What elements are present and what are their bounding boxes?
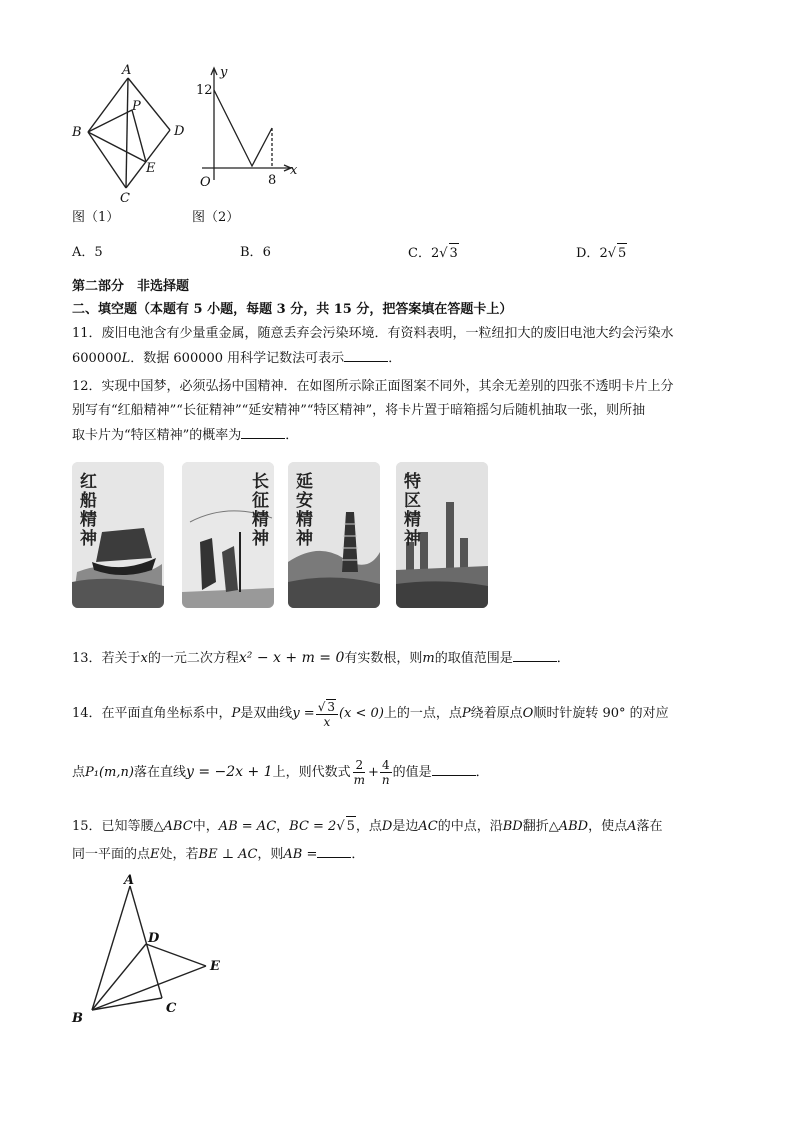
q11-end: ． <box>388 351 402 366</box>
fig3-label-c: C <box>166 1001 177 1016</box>
q14-answer-blank[interactable] <box>432 762 476 776</box>
fig2-label-x: x <box>290 163 298 178</box>
option-d-radicand: 5 <box>617 243 627 264</box>
q14-f1-den: m <box>353 773 365 787</box>
card-sez-title: 特区精神 <box>400 472 420 548</box>
option-a-letter: A． <box>72 245 95 260</box>
q15-ac: AC <box>418 819 438 834</box>
q15-e-var: E <box>150 847 160 862</box>
q14-f2-den: n <box>381 773 390 787</box>
q14-p1: P₁(m,n) <box>85 765 134 780</box>
q15-h: 落在 <box>636 819 663 834</box>
section2-title: 二、填空题（本题有 5 小题，每题 3 分，共 15 分，把答案填在答题卡上） <box>72 302 513 317</box>
q14-end: ． <box>475 765 489 780</box>
q14-fraction-1 <box>352 758 367 787</box>
q15-b: 中， <box>192 819 219 834</box>
fig1-label-a: A <box>122 63 132 78</box>
q11-unit: L <box>121 351 131 366</box>
figure-2-graph <box>192 60 307 195</box>
q15-l2-c: ，则 <box>257 847 284 862</box>
q12-line1: 12．实现中国梦，必须弘扬中国精神．在如图所示除正面图案不同外，其余无差别的四张不透明卡片上分 <box>72 379 674 394</box>
q15-triangle-diagram <box>66 872 236 1027</box>
option-b-letter: B． <box>240 245 263 260</box>
option-d-coef: 2 <box>599 246 608 261</box>
q12-line3-text: 取卡片为“特区精神”的概率为 <box>72 428 242 443</box>
q14-y-eq: y = <box>292 706 315 721</box>
figure-1-caption: 图（1） <box>72 210 120 225</box>
q13-mid2: 有实数根，则 <box>344 651 423 666</box>
q12-end: ． <box>285 428 299 443</box>
q13-line <box>72 648 570 669</box>
q15-d: 是边 <box>392 819 419 834</box>
q15-l2-a: 同一平面的点 <box>72 847 151 862</box>
fig3-label-e: E <box>210 959 220 974</box>
figure-2-caption: 图（2） <box>192 210 240 225</box>
q13-equation: x² − x + m = 0 <box>238 650 345 666</box>
fig1-label-b: B <box>72 125 82 140</box>
option-c-letter: C． <box>408 246 431 261</box>
q15-c: ，点 <box>355 819 382 834</box>
card-yanan <box>288 462 380 608</box>
q15-abd: ABD <box>558 819 589 834</box>
q14-plus: + <box>368 765 379 780</box>
q12-line2: 别写有“红船精神”“长征精神”“延安精神”“特区精神”，将卡片置于暗箱摇匀后随机抽取一张，则所抽 <box>72 403 646 418</box>
q15-bc-rad: 5 <box>346 816 356 837</box>
q14-fraction-2 <box>380 758 392 787</box>
q14-var-o: O <box>522 706 534 721</box>
q15-comma: ， <box>276 819 290 834</box>
card-red-boat <box>72 462 164 608</box>
q13-pre: 13．若关于 <box>72 651 141 666</box>
q14-f2-num: 4 <box>381 758 390 772</box>
q14-frac-num: 3 <box>327 699 335 714</box>
q14-line2-pre: 点 <box>72 765 86 780</box>
q15-a-var: A <box>627 819 637 834</box>
option-c[interactable]: C．2√ 3 <box>408 243 459 264</box>
q11-answer-blank[interactable] <box>344 348 388 362</box>
option-a[interactable] <box>72 243 103 263</box>
card-red-boat-title: 红船精神 <box>76 472 96 548</box>
fig2-label-8: 8 <box>268 173 277 188</box>
card-yanan-title: 延安精神 <box>292 472 312 548</box>
q14-f1-num: 2 <box>355 758 364 772</box>
q13-end: ． <box>556 651 570 666</box>
q14-mid: 是双曲线 <box>240 706 293 721</box>
q15-bc: BC = 2 <box>289 819 337 834</box>
q11-number: 600000 <box>72 351 122 366</box>
fig2-label-y: y <box>220 65 228 80</box>
card-long-march <box>182 462 274 608</box>
q11-line1: 11．废旧电池含有少量重金属，随意丢弃会污染环境．有资料表明，一粒纽扣大的废旧电池大约会污染水 <box>72 326 674 341</box>
q15-end: ． <box>351 847 365 862</box>
card-sez <box>396 462 488 608</box>
q13-mid1: 的一元二次方程 <box>147 651 239 666</box>
q15-g: ，使点 <box>588 819 628 834</box>
q15-answer-blank[interactable] <box>317 844 351 858</box>
figure-1-diagram <box>70 60 190 205</box>
q15-f: 翻折△ <box>522 819 559 834</box>
q14-hyperbola-fraction: $\frac{√ 3}{x}$ <box>316 699 338 729</box>
q14-line2-mid2: 上，则代数式 <box>272 765 351 780</box>
q15-line2 <box>72 844 364 865</box>
fig2-label-12: 12 <box>196 83 213 98</box>
q14-line2-mid: 落在直线 <box>133 765 186 780</box>
q13-post: 的取值范围是 <box>434 651 513 666</box>
fig1-label-e: E <box>146 161 156 176</box>
q15-a: 15．已知等腰△ <box>72 819 164 834</box>
fig3-label-b: B <box>72 1011 83 1026</box>
part2-title: 第二部分 非选择题 <box>72 279 190 294</box>
option-d[interactable]: D．2√ 5 <box>576 243 627 264</box>
fig1-label-d: D <box>174 124 185 139</box>
q14-line-eq: y = −2x + 1 <box>185 764 273 780</box>
q13-var-m: m <box>422 651 435 666</box>
option-b[interactable] <box>240 243 271 263</box>
q13-answer-blank[interactable] <box>513 648 557 662</box>
q11-line2 <box>72 348 401 369</box>
q15-abc: ABC <box>163 819 193 834</box>
fig2-label-o: O <box>200 175 211 190</box>
q11-text: ．数据 600000 用科学记数法可表示 <box>130 351 345 366</box>
option-c-coef: 2 <box>430 246 440 261</box>
q15-line1: 15．已知等腰△ABC中，AB = AC，BC = 2√ 5，点D是边AC的中点，沿BD翻折△ABD，使点A落在 <box>72 816 663 837</box>
fig3-label-d: D <box>148 931 160 946</box>
q15-e: 的中点，沿 <box>437 819 503 834</box>
q14-line2 <box>72 754 489 791</box>
fig1-label-p: P <box>132 99 141 114</box>
option-a-value: 5 <box>94 245 103 260</box>
q15-ab-eq: AB = <box>283 847 318 862</box>
option-d-letter: D． <box>576 246 600 261</box>
q12-line3 <box>72 425 298 446</box>
q14-post3: 顺时针旋转 90° 的对应 <box>533 706 669 721</box>
q14-pre: 14．在平面直角坐标系中， <box>72 706 232 721</box>
fig3-label-a: A <box>124 873 135 888</box>
q14-var-p2: P <box>461 706 471 721</box>
q12-answer-blank[interactable] <box>241 425 285 439</box>
q14-condition: (x < 0) <box>338 706 384 721</box>
q14-frac-den: x <box>323 714 331 729</box>
q13-var-x: x <box>140 651 148 666</box>
q15-d-var: D <box>381 819 393 834</box>
q14-post: 上的一点，点 <box>383 706 462 721</box>
card-long-march-title: 长征精神 <box>248 472 268 548</box>
q14-post2: 绕着原点 <box>470 706 523 721</box>
fig1-label-c: C <box>120 191 130 205</box>
q14-line1 <box>72 696 669 732</box>
q15-eq1: AB = AC <box>218 819 277 834</box>
q15-perp: BE ⊥ AC <box>198 847 258 862</box>
q14-line2-post: 的值是 <box>392 765 432 780</box>
q15-l2-b: 处，若 <box>159 847 199 862</box>
q14-var-p: P <box>231 706 241 721</box>
option-b-value: 6 <box>262 245 271 260</box>
option-c-radicand: 3 <box>449 243 459 264</box>
q15-bd: BD <box>502 819 523 834</box>
